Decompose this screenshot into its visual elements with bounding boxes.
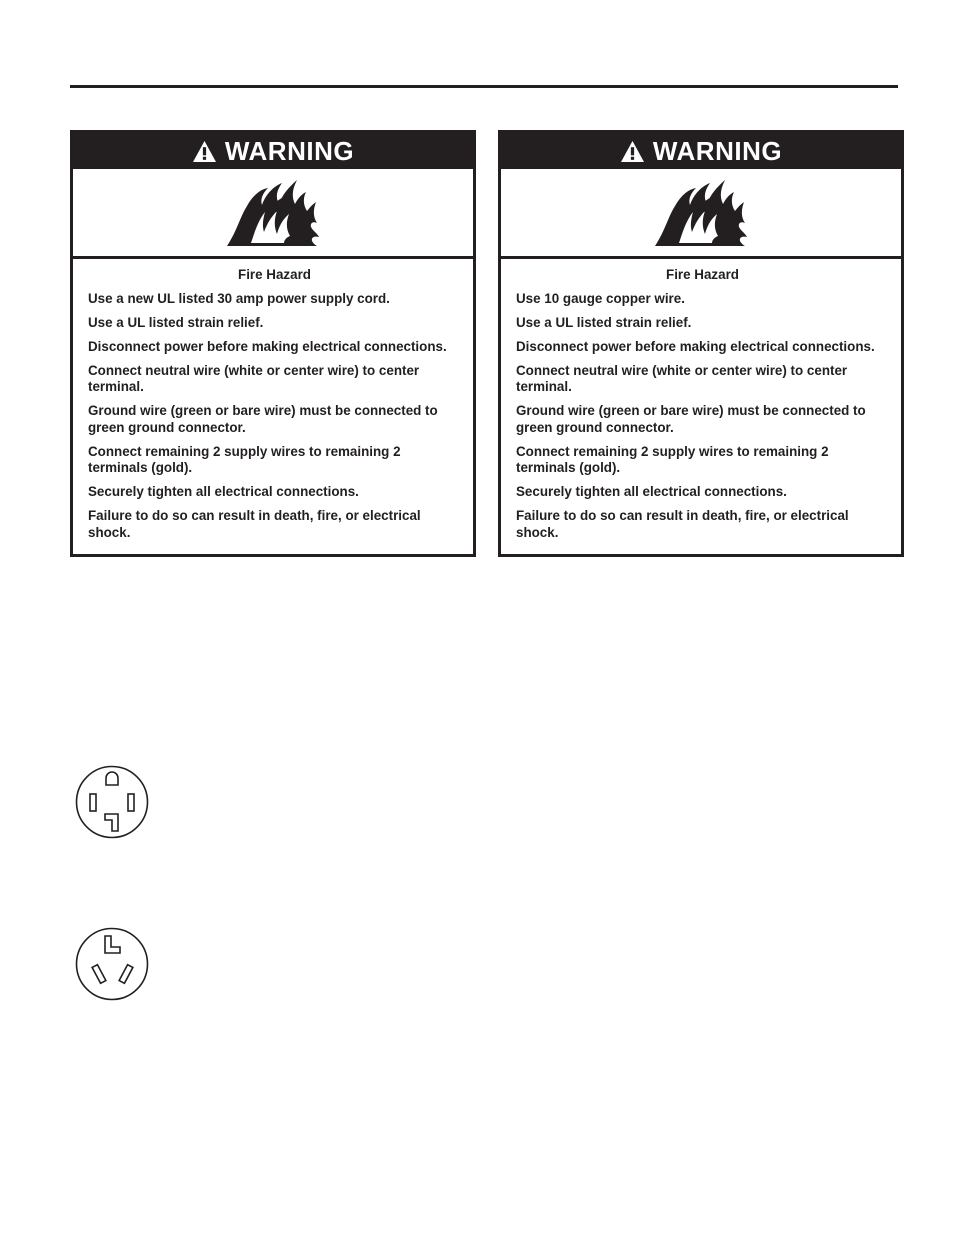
warning-line: Failure to do so can result in death, fire, or electrical shock.: [88, 508, 421, 540]
warning-line: Use a UL listed strain relief.: [516, 314, 692, 330]
three-prong-outlet-diagram: [75, 927, 149, 1001]
warning-text: [73, 259, 473, 541]
warning-line: Connect neutral wire (white or center wire) to center terminal.: [88, 362, 420, 394]
warning-line: Connect remaining 2 supply wires to remaining 2 terminals (gold).: [88, 443, 401, 475]
warning-line: Use 10 gauge copper wire.: [516, 290, 685, 306]
warning-line: Failure to do so can result in death, fire, or electrical shock.: [516, 508, 849, 540]
fire-symbol-panel: [73, 169, 473, 259]
warning-line: Ground wire (green or bare wire) must be connected to green ground connector.: [516, 403, 866, 435]
warning-line: Connect neutral wire (white or center wire) to center terminal.: [516, 362, 848, 394]
warning-line: Connect remaining 2 supply wires to remaining 2 terminals (gold).: [516, 443, 829, 475]
warning-triangle-icon: [192, 140, 217, 163]
three-prong-outlet-icon: [75, 927, 149, 1001]
warning-line: Disconnect power before making electrical connections.: [516, 338, 875, 354]
hazard-label: Fire Hazard: [238, 267, 311, 282]
warning-line: Ground wire (green or bare wire) must be connected to green ground connector.: [88, 403, 438, 435]
four-prong-outlet-icon: [75, 765, 149, 839]
warning-line: Securely tighten all electrical connections.: [88, 484, 359, 499]
four-prong-outlet-diagram: [75, 765, 149, 839]
warning-line: Use a UL listed strain relief.: [88, 314, 264, 330]
warning-title: WARNING: [224, 136, 355, 166]
hazard-label: Fire Hazard: [666, 267, 739, 282]
warning-text: [501, 259, 901, 541]
warning-box-power-cord: [70, 130, 476, 557]
warning-line: Use a new UL listed 30 amp power supply cord.: [88, 290, 390, 306]
fire-hazard-icon: [655, 179, 747, 247]
warning-box-direct-wire: [498, 130, 904, 557]
top-rule: [70, 85, 898, 88]
warning-triangle-icon: [620, 140, 645, 163]
fire-symbol-panel: [501, 169, 901, 259]
fire-hazard-icon: [227, 179, 319, 247]
warning-line: Securely tighten all electrical connections.: [516, 484, 787, 499]
warning-line: Disconnect power before making electrical connections.: [88, 338, 447, 354]
warning-header: [73, 133, 473, 169]
warning-title: WARNING: [652, 136, 783, 166]
warning-header: [501, 133, 901, 169]
